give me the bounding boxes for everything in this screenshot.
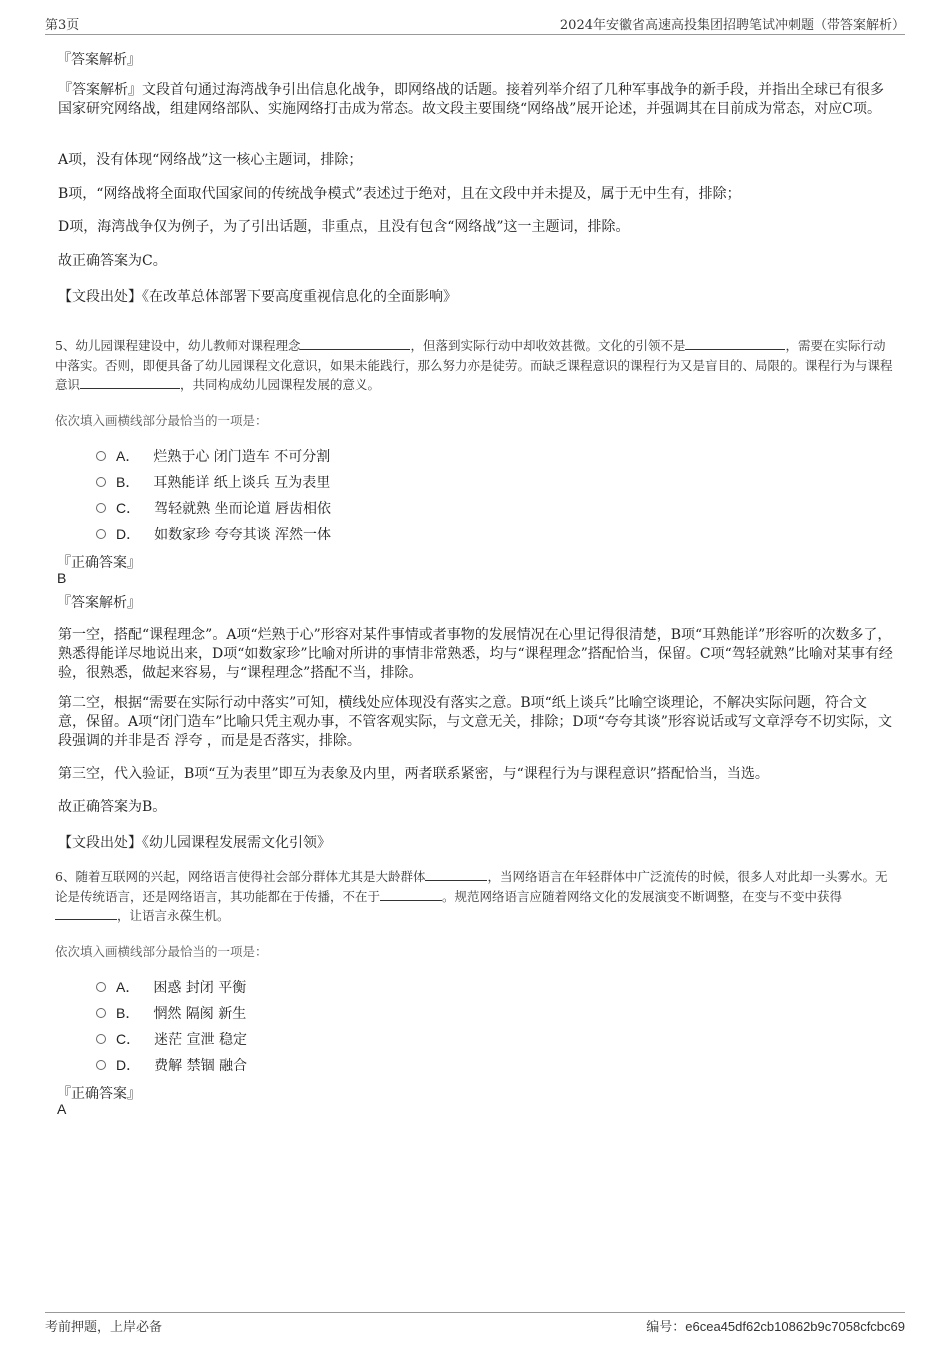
option-letter: B． — [116, 1005, 140, 1021]
document-code — [646, 1316, 905, 1335]
q5-conclusion: 故正确答案为B。 — [58, 799, 167, 815]
q5-prompt: 依次填入画横线部分最恰当的一项是： — [55, 413, 268, 428]
option-text: 费解 禁锢 融合 — [154, 1058, 248, 1074]
q4-analysis-paragraph: 『答案解析』文段首句通过海湾战争引出信息化战争，即网络战的话题。接着列举介绍了几种军事战争的新手段，并指出全球已有很多国家研究网络战，组建网络部队、实施网络打击成为常态。故文段主要围绕“网络战”展开论述，并强调其在目前成为常态，对应C项。 — [58, 82, 884, 117]
option-text: 如数家珍 夸夸其谈 浑然一体 — [154, 527, 332, 543]
q5-text-part-2: ，但落到实际行动中却收效甚微。文化的引领不是 — [410, 338, 686, 353]
q6-correct-label: 『正确答案』 — [57, 1086, 141, 1102]
q5-option-a[interactable] — [96, 446, 330, 466]
page-number: 第3页 — [45, 18, 80, 33]
q6-option-a[interactable] — [96, 977, 246, 997]
q6-blank-1 — [425, 868, 487, 881]
q5-source: 【文段出处】《幼儿园课程发展需文化引领》 — [58, 835, 331, 851]
option-letter: B． — [116, 474, 140, 490]
q6-text-part-3: 。规范网络语言应随着网络文化的发展演变不断调整，在变与不变中获得 — [442, 888, 843, 904]
q5-option-d[interactable] — [96, 524, 331, 544]
radio-icon[interactable] — [96, 1034, 106, 1044]
q4-analysis-label: 『答案解析』 — [57, 52, 141, 68]
radio-icon[interactable] — [96, 982, 106, 992]
option-letter: D． — [116, 526, 141, 542]
q4-option-a-note: A项，没有体现“网络战”这一核心主题词，排除； — [58, 152, 363, 168]
option-letter: C． — [116, 500, 141, 516]
option-text: 迷茫 宣泄 稳定 — [154, 1032, 248, 1048]
q5-blank-3 — [80, 376, 180, 389]
q5-analysis-3: 第三空，代入验证，B项“互为表里”即互为表象及内里，两者联系紧密，与“课程行为与课程意识”搭配恰当，当选。 — [58, 766, 769, 782]
q5-option-b[interactable] — [96, 472, 330, 492]
q4-option-b-note: B项，“网络战将全面取代国家间的传统战争模式”表述过于绝对，且在文段中并未提及，属于无中生有，排除； — [58, 186, 741, 202]
q6-blank-2 — [380, 888, 442, 901]
code-value: e6cea45df62cb10862b9c7058cfcbc69 — [685, 1319, 905, 1334]
page-footer — [45, 1312, 905, 1335]
q4-conclusion: 故正确答案为C。 — [58, 253, 167, 269]
q5-option-c[interactable] — [96, 498, 331, 518]
radio-icon[interactable] — [96, 529, 106, 539]
option-text: 惘然 隔阂 新生 — [153, 1006, 247, 1022]
q6-question-text — [55, 867, 895, 926]
q5-correct-answer: B — [57, 570, 67, 586]
document-title: 2024年安徽省高速高投集团招聘笔试冲刺题（带答案解析） — [559, 18, 905, 33]
radio-icon[interactable] — [96, 477, 106, 487]
q5-question-text — [55, 336, 895, 395]
option-letter: A． — [116, 979, 140, 995]
code-label: 编号： — [646, 1320, 686, 1335]
option-text: 耳熟能详 纸上谈兵 互为表里 — [153, 475, 331, 491]
option-letter: D． — [116, 1057, 141, 1073]
option-letter: A． — [116, 448, 140, 464]
q6-blank-3 — [55, 907, 117, 920]
radio-icon[interactable] — [96, 1060, 106, 1070]
q4-option-d-note: D项，海湾战争仅为例子，为了引出话题，非重点，且没有包含“网络战”这一主题词，排除。 — [58, 219, 630, 235]
q5-text-part-1: 5、幼儿园课程建设中，幼儿教师对课程理念 — [55, 338, 301, 353]
option-letter: C． — [116, 1031, 141, 1047]
radio-icon[interactable] — [96, 1008, 106, 1018]
radio-icon[interactable] — [96, 451, 106, 461]
q5-text-part-4: ，共同构成幼儿园课程发展的意义。 — [180, 377, 381, 392]
q6-text-part-4: ，让语言永葆生机。 — [117, 908, 230, 923]
q4-source: 【文段出处】《在改革总体部署下要高度重视信息化的全面影响》 — [58, 289, 457, 305]
page-header — [45, 14, 905, 35]
q6-prompt: 依次填入画横线部分最恰当的一项是： — [55, 944, 268, 959]
q5-analysis-1: 第一空，搭配“课程理念”。A项“烂熟于心”形容对某件事情或者事物的发展情况在心里记得很清楚，B项“耳熟能详”形容听的次数多了，熟悉得能详尽地说出来，D项“如数家珍”比喻对所讲的事情非常熟悉，均与“课程理念”搭配恰当，保留。C项“驾轻就熟”比喻对某事有经验，很熟悉，做起来容易，与“课程理念”搭配不当，排除。 — [58, 627, 893, 681]
q5-blank-2 — [685, 337, 785, 350]
q5-blank-1 — [300, 337, 410, 350]
q6-option-c[interactable] — [96, 1029, 247, 1049]
q6-option-d[interactable] — [96, 1055, 247, 1075]
q5-analysis-2: 第二空，根据“需要在实际行动中落实”可知，横线处应体现没有落实之意。B项“纸上谈兵”比喻空谈理论，不解决实际问题，符合文意，保留。A项“闭门造车”比喻只凭主观办事，不管客观实际，与文意无关，排除；D项“夸夸其谈”形容说话或写文章浮夸不切实际，文段强调的并非是否 浮夸 ，而是是否落实，排除。 — [58, 695, 892, 749]
q6-text-part-1: 6、随着互联网的兴起，网络语言使得社会部分群体尤其是大龄群体 — [55, 869, 426, 884]
q6-text-part-2: ，当网络语言在年轻群体中广泛流传的时候，很多人对此却一头雾水。无论是传统语言，还是网络语言，其功能都在于传播，不在于 — [55, 869, 888, 904]
q6-correct-answer: A — [57, 1101, 67, 1117]
q5-correct-label: 『正确答案』 — [57, 555, 141, 571]
footer-slogan: 考前押题，上岸必备 — [45, 1320, 163, 1335]
option-text: 烂熟于心 闭门造车 不可分割 — [153, 449, 331, 465]
q5-analysis-label: 『答案解析』 — [57, 595, 141, 611]
radio-icon[interactable] — [96, 503, 106, 513]
option-text: 困惑 封闭 平衡 — [153, 980, 247, 996]
option-text: 驾轻就熟 坐而论道 唇齿相依 — [154, 501, 332, 517]
q5-text-part-3: ，需要在实际行动中落实。否则，即便具备了幼儿园课程文化意识，如果未能践行，那么努力亦是徒劳。而缺乏课程意识的课程行为又是盲目的、局限的。课程行为与课程意识 — [55, 338, 893, 392]
q6-option-b[interactable] — [96, 1003, 246, 1023]
